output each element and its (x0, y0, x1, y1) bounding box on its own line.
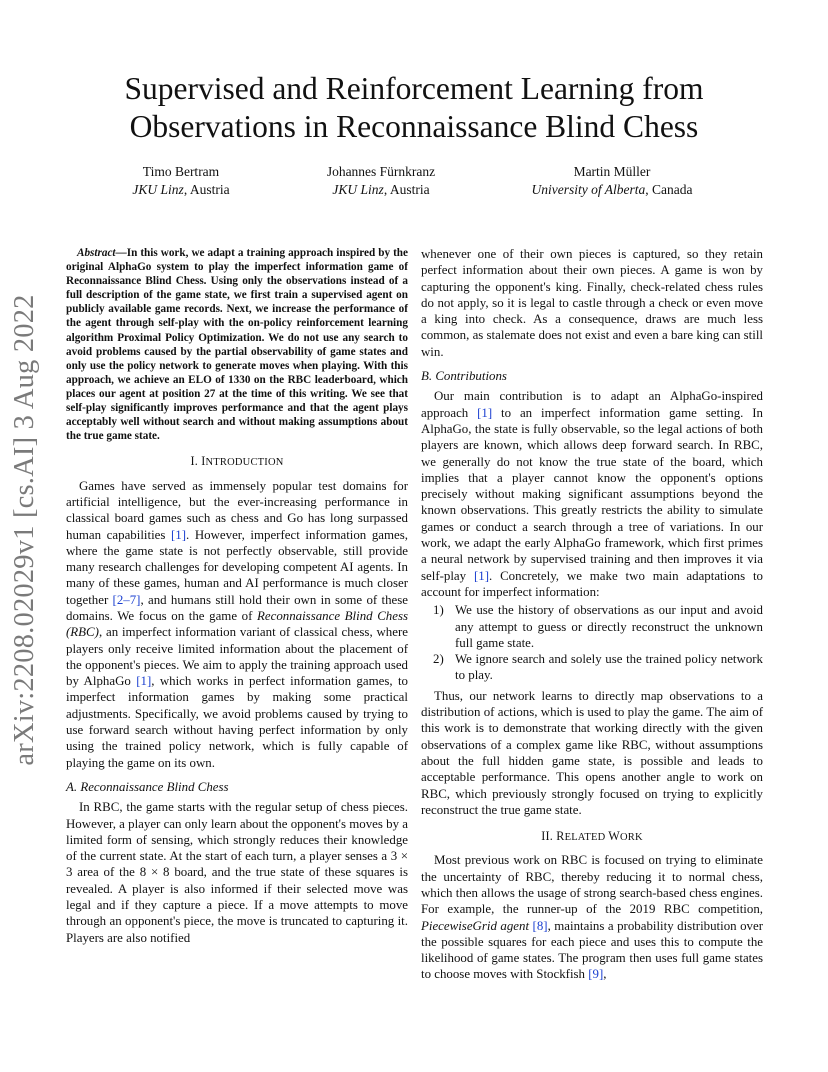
list-item: 2) We ignore search and solely use the trained policy network to play. (433, 652, 763, 683)
rbc-paragraph: In RBC, the game starts with the regular setup of chess pieces. However, a player can only learn about the opponent's moves by a limited form of sensing, which strongly reduces their knowledge of the current state. At the start of each turn, a player senses a 3 × 3 area of the 8 × 8 board, and the true state of these squares is revealed. A player is also informed if their selected move was legal and if they capture a piece. If a move attempts to move through an opponent's piece, the move is truncated to capturing it. Players are also notified (66, 800, 408, 945)
citation-link[interactable]: [1] (136, 674, 152, 689)
subsection-heading-rbc: A. Reconnaissance Blind Chess (66, 779, 229, 794)
arxiv-identifier-text: arXiv:2208.02029v1 [cs.AI] 3 Aug 2022 (9, 294, 40, 766)
related-work-paragraph: Most previous work on RBC is focused on trying to eliminate the uncertainty of RBC, thereby reducing it to normal chess, which then allows the usage of strong search-based chess engines. For example, the runner-up of the 2019 RBC competition, PiecewiseGrid agent [8], maintains a probability distribution over the possible squares for each piece and uses this to compute the likelihood of game states. The program then uses full game states to choose moves with Stockfish [9], (421, 853, 763, 982)
section-heading-introduction: I. INTRODUCTION (190, 454, 284, 469)
citation-link[interactable]: [9] (588, 967, 604, 982)
author-block-2 (296, 163, 466, 199)
citation-link[interactable]: [1] (171, 527, 187, 542)
author-block-3 (496, 163, 728, 199)
right-column (421, 246, 763, 983)
subsection-heading-contributions: B. Contributions (421, 369, 507, 384)
citation-link[interactable]: [8] (532, 918, 548, 933)
paper-title (60, 70, 768, 146)
author-name: Johannes Fürnkranz (326, 164, 436, 179)
abstract (66, 246, 408, 443)
author-affiliation: University of Alberta, Canada (531, 182, 693, 197)
citation-link[interactable]: [1] (477, 405, 493, 420)
list-item: 1) We use the history of observations as our input and avoid any attempt to guess or directly reconstruct the unknown full game state. (433, 603, 763, 650)
author-name: Martin Müller (573, 164, 651, 179)
citation-link[interactable]: [2–7] (112, 592, 141, 607)
intro-paragraph: Games have served as immensely popular test domains for artificial intelligence, but the ever-increasing performance in classical board games such as chess and Go has long surpassed human capabilities [1]. However, imperfect information games, where the game state is not perfectly observable, still provide many research challenges for developing competent AI agents. In many of these games, human and AI performance is much closer together [2–7], and humans still hold their own in some of these domains. We focus on the game of Reconnaissance Blind Chess (RBC), an imperfect information variant of classical chess, where players only receive limited information about the placement of the opponent's pieces. We aim to apply the training approach used by AlphaGo [1], which works in perfect information games, to imperfect information games by making some practical adjustments. Specifically, we avoid problems caused by trying to use forward search without having perfect information by only using the trained policy network, which is fully capable of playing the game on its own. (66, 478, 409, 770)
abstract-label: Abstract (77, 247, 116, 259)
contributions-paragraph: Our main contribution is to adapt an AlphaGo-inspired approach [1] to an imperfect information game setting. In AlphaGo, the state is fully observable, so the legal actions of both players are known, which allows deep forward search. In RBC, we generally do not know the true state of the board, which implies that a player cannot know the opponent's options precisely without making significant assumptions beyond the known observations. This greatly restricts the ability to simulate games or conduct a search through a tree of variations. In our work, we adapt the early AlphaGo framework, which first primes a neural network by supervised training and then improves it via self-play [1]. Concretely, we make two main adaptations to account for imperfect information: (421, 389, 763, 599)
contributions-list (421, 602, 763, 683)
contributions-paragraph-2: Thus, our network learns to directly map observations to a distribution of actions, which is used to play the game. The aim of this work is to demonstrate that working directly with the given observations of a complex game like RBC, without assumptions about the full hidden game state, is possible and leads to acceptable performance. This opens another angle to work on RBC, which previously strongly focused on trying to explicitly reconstruct the true game state. (421, 688, 763, 817)
left-column (66, 246, 408, 946)
author-name: Timo Bertram (142, 164, 220, 179)
arxiv-identifier-stamp (6, 294, 44, 766)
author-block-1 (106, 163, 256, 199)
citation-link[interactable]: [1] (473, 568, 489, 583)
abstract-text: —In this work, we adapt a training approach inspired by the original AlphaGo system to play the imperfect information game of Reconnaissance Blind Chess. Using only the observations instead of a full description of the game state, we first train a supervised agent on publicly available game records. Next, we increase the performance of the agent through self-play with the on-policy reinforcement learning algorithm Proximal Policy Optimization. We do not use any search to avoid problems caused by the partial observability of game states and only use the policy network to generate moves when playing. With this approach, we achieve an ELO of 1330 on the RBC leaderboard, which places our agent at position 27 at the time of this writing. We see that self-play significantly improves performance and that the agent plays acceptably well without search and without making assumptions about the true game state. (66, 247, 408, 443)
author-affiliation: JKU Linz, Austria (132, 182, 230, 197)
section-heading-related-work: II. RELATED WORK (541, 829, 643, 844)
rbc-paragraph-continued: whenever one of their own pieces is captured, so they retain perfect information about their own pieces. A game is won by capturing the opponent's king. Finally, check-related chess rules do not apply, so it is legal to castle through a check or even move a king into check. As a consequence, draws are much less common, as stalemate does not exist and even a bare king can still win. (421, 247, 763, 359)
title-line-1: Supervised and Reinforcement Learning from (124, 71, 704, 106)
title-line-2: Observations in Reconnaissance Blind Chess (129, 109, 699, 144)
author-affiliation: JKU Linz, Austria (332, 182, 430, 197)
